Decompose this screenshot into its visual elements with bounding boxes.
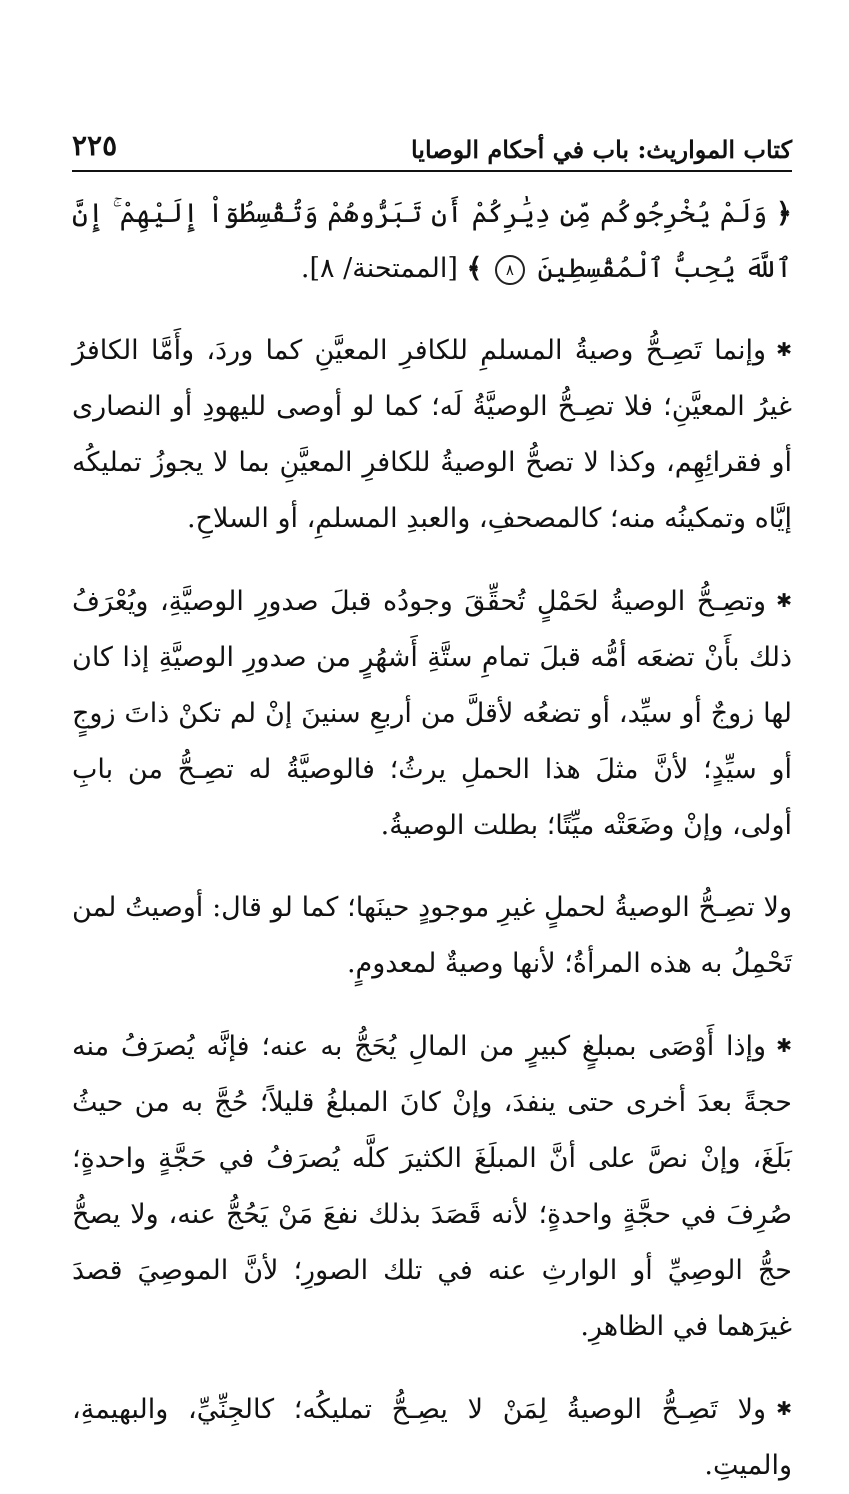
paragraph-bequest-for-hajj: ✱ وإذا أَوْصَى بمبلغٍ كبيرٍ من المالِ يُحَجُّ به عنه؛ فإنَّه يُصرَفُ منه حجةً بعدَ أخرى حتى ينفدَ، وإنْ كانَ المبلغُ قليلاً؛ حُجَّ به من حيثُ بَلَغَ، وإنْ نصَّ على أنَّ المبلَغَ الكثيرَ كلَّه يُصرَفُ في حَجَّةٍ واحدةٍ؛ صُرِفَ في حجَّةٍ واحدةٍ؛ لأنه قَصَدَ بذلك نفعَ مَنْ يَحُجُّ عنه، ولا يصحُّ حجُّ الوصِيِّ أو الوارثِ عنه في تلك الصورِ؛ لأنَّ الموصِيَ قصدَ غيرَهما في الظاهرِ. (72, 1018, 792, 1355)
running-header (72, 120, 792, 172)
paragraph-bequest-to-non-muslim: ✱ وإنما تَصِـحُّ وصيةُ المسلمِ للكافرِ المعيَّنِ كما وردَ، وأَمَّا الكافرُ غيرُ المعيَّنِ؛ فلا تصِـحُّ الوصيَّةُ لَه؛ كما لو أوصى لليهودِ أو النصارى أو فقرائِهِم، وكذا لا تصحُّ الوصيةُ للكافرِ المعيَّنِ بما لا يجوزُ تمليكُه إيَّاه وتمكينُه منه؛ كالمصحفِ، والعبدِ المسلمِ، أو السلاحِ. (72, 322, 792, 547)
page-number: ٢٢٥ (72, 129, 118, 162)
verse-open-bracket: ﴿ (776, 198, 792, 229)
paragraph-nonexistent-fetus: ولا تصِـحُّ الوصيةُ لحملٍ غيرِ موجودٍ حينَها؛ كما لو قال: أوصيتُ لمن تَحْمِلُ به هذه المرأةُ؛ لأنها وصيةٌ لمعدومٍ. (72, 892, 792, 979)
paragraph-invalid-recipients: ✱ ولا تَصِـحُّ الوصيةُ لِمَنْ لا يصِـحُّ تمليكُه؛ كالجِنِّيِّ، والبهيمةِ، والميتِ. (72, 1381, 792, 1494)
ayah-number-marker: ٨ (495, 255, 525, 285)
running-title: كتاب المواريث: باب في أحكام الوصايا (410, 135, 792, 164)
book-page (72, 120, 792, 1494)
verse-citation: [الممتحنة/ ٨]. (300, 253, 458, 284)
paragraph-bequest-to-fetus: ✱ وتصِـحُّ الوصيةُ لحَمْلٍ تُحقِّقَ وجودُه قبلَ صدورِ الوصيَّةِ، ويُعْرَفُ ذلك بأَنْ تضعَه أمُّه قبلَ تمامِ ستَّةِ أَشهُرٍ من صدورِ الوصيَّةِ إذا كان لها زوجٌ أو سيِّد، أو تضعُه لأقلَّ من أربعِ سنينَ إنْ لم تكنْ ذاتَ زوجٍ أو سيِّدٍ؛ لأنَّ مثلَ هذا الحملِ يرثُ؛ فالوصيَّةُ له تصِـحُّ من بابِ أولى، وإنْ وضَعَتْه ميِّتًا؛ بطلت الوصيةُ. (72, 573, 792, 854)
verse-close-bracket: ﴾ (466, 253, 483, 284)
verse-text: وَلَمْ يُخْرِجُوكُم مِّن دِيَٰرِكُمْ أَن تَبَرُّوهُمْ وَتُقْسِطُوٓاْ إِلَيْهِمْ ۚ إِنَّ ٱللَّهَ يُحِبُّ ٱلْمُقْسِطِينَ (72, 198, 792, 284)
quran-verse (72, 186, 792, 296)
